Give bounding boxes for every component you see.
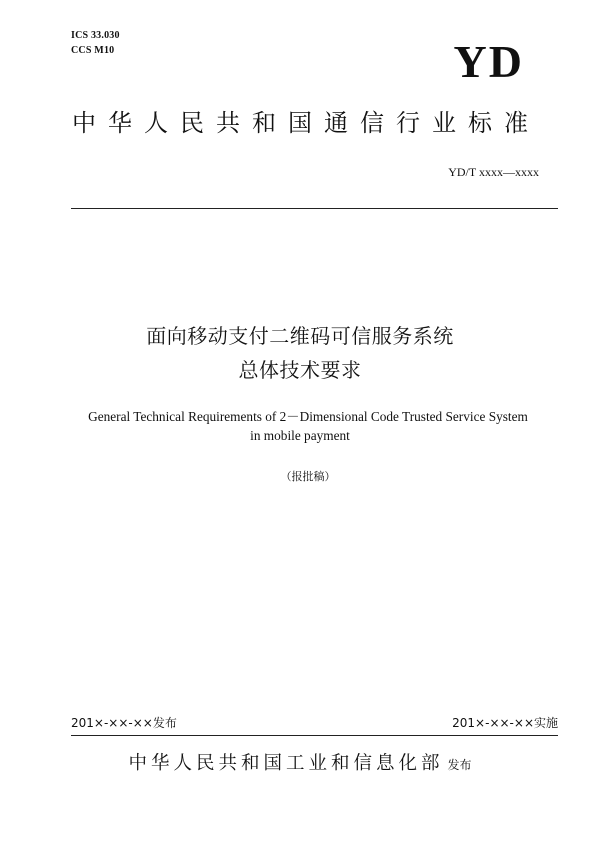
english-title-line-2: in mobile payment — [250, 428, 350, 443]
ics-code: ICS 33.030 — [71, 30, 120, 41]
draft-status-label: （报批稿） — [280, 470, 336, 483]
issuer-organization: 中华人民共和国工业和信息化部 — [128, 753, 444, 774]
chinese-title-line-1: 面向移动支付二维码可信服务系统 — [146, 324, 454, 348]
ccs-code: CCS M10 — [71, 45, 115, 56]
issue-date: 201×-××-××发布 — [71, 716, 177, 730]
standard-category-heading: 中华人民共和国通信行业标准 — [72, 109, 540, 137]
issuer-line — [0, 751, 600, 778]
top-divider — [71, 208, 558, 209]
yd-logo: YD — [453, 36, 524, 87]
english-title-line-1: General Technical Requirements of 2－Dimensional Code Trusted Service System — [88, 409, 528, 424]
issuer-verb: 发布 — [447, 758, 472, 772]
standard-number: YD/T xxxx—xxxx — [448, 165, 539, 179]
bottom-divider — [71, 735, 558, 736]
chinese-title-line-2: 总体技术要求 — [238, 358, 362, 382]
implementation-date: 201×-××-××实施 — [452, 716, 558, 730]
